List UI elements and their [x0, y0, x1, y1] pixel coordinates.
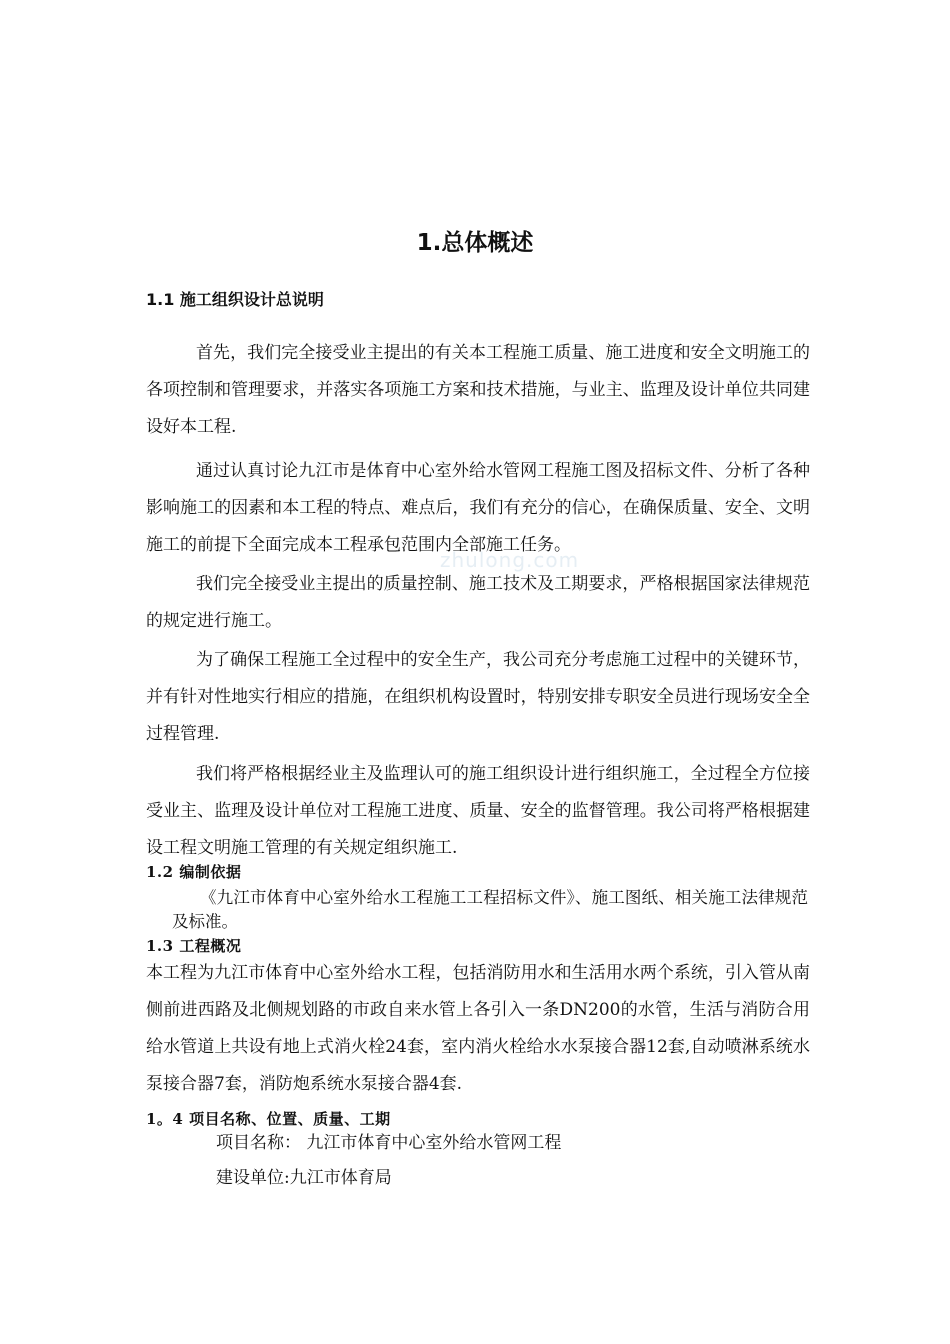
builder-line: 建设单位:九江市体育局 — [216, 1168, 392, 1188]
paragraph-4: 为了确保工程施工全过程中的安全生产，我公司充分考虑施工过程中的关键环节，并有针对性地实行相应的措施，在组织机构设置时，特别安排专职安全员进行现场安全全过程管理. — [146, 650, 810, 744]
section-1-1-heading: 1.1 施工组织设计总说明 — [146, 290, 324, 309]
section-1-2-paragraph: 《九江市体育中心室外给水工程施工工程招标文件》、施工图纸、相关施工法律规范及标准。 — [172, 888, 808, 931]
paragraph-3: 我们完全接受业主提出的质量控制、施工技术及工期要求，严格根据国家法律规范的规定进行施工。 — [146, 574, 810, 631]
project-name-line: 项目名称： 九江市体育中心室外给水管网工程 — [216, 1133, 562, 1153]
section-1-4-heading: 1。4 项目名称、位置、质量、工期 — [146, 1110, 391, 1128]
section-1-2-heading: 1.2 编制依据 — [146, 863, 242, 881]
section-1-3-paragraph: 本工程为九江市体育中心室外给水工程，包括消防用水和生活用水两个系统，引入管从南侧前进西路及北侧规划路的市政自来水管上各引入一条DN200的水管，生活与消防合用给水管道上共设有地上式消火栓24套，室内消火栓给水水泵接合器12套,自动喷淋系统水泵接合器7套，消防炮系统水泵接合器4套. — [146, 963, 810, 1094]
paragraph-1: 首先，我们完全接受业主提出的有关本工程施工质量、施工进度和安全文明施工的各项控制和管理要求，并落实各项施工方案和技术措施，与业主、监理及设计单位共同建设好本工程. — [146, 343, 810, 437]
section-1-3-heading: 1.3 工程概况 — [146, 937, 242, 955]
document-title: 1.总体概述 — [416, 230, 534, 256]
watermark: zhulong.com — [440, 548, 580, 572]
paragraph-5: 我们将严格根据经业主及监理认可的施工组织设计进行组织施工，全过程全方位接受业主、监理及设计单位对工程施工进度、质量、安全的监督管理。我公司将严格根据建设工程文明施工管理的有关规定组织施工. — [146, 764, 810, 858]
paragraph-2: 通过认真讨论九江市是体育中心室外给水管网工程施工图及招标文件、分析了各种影响施工的因素和本工程的特点、难点后，我们有充分的信心，在确保质量、安全、文明施工的前提下全面完成本工程承包范围内全部施工任务。 — [146, 461, 810, 555]
